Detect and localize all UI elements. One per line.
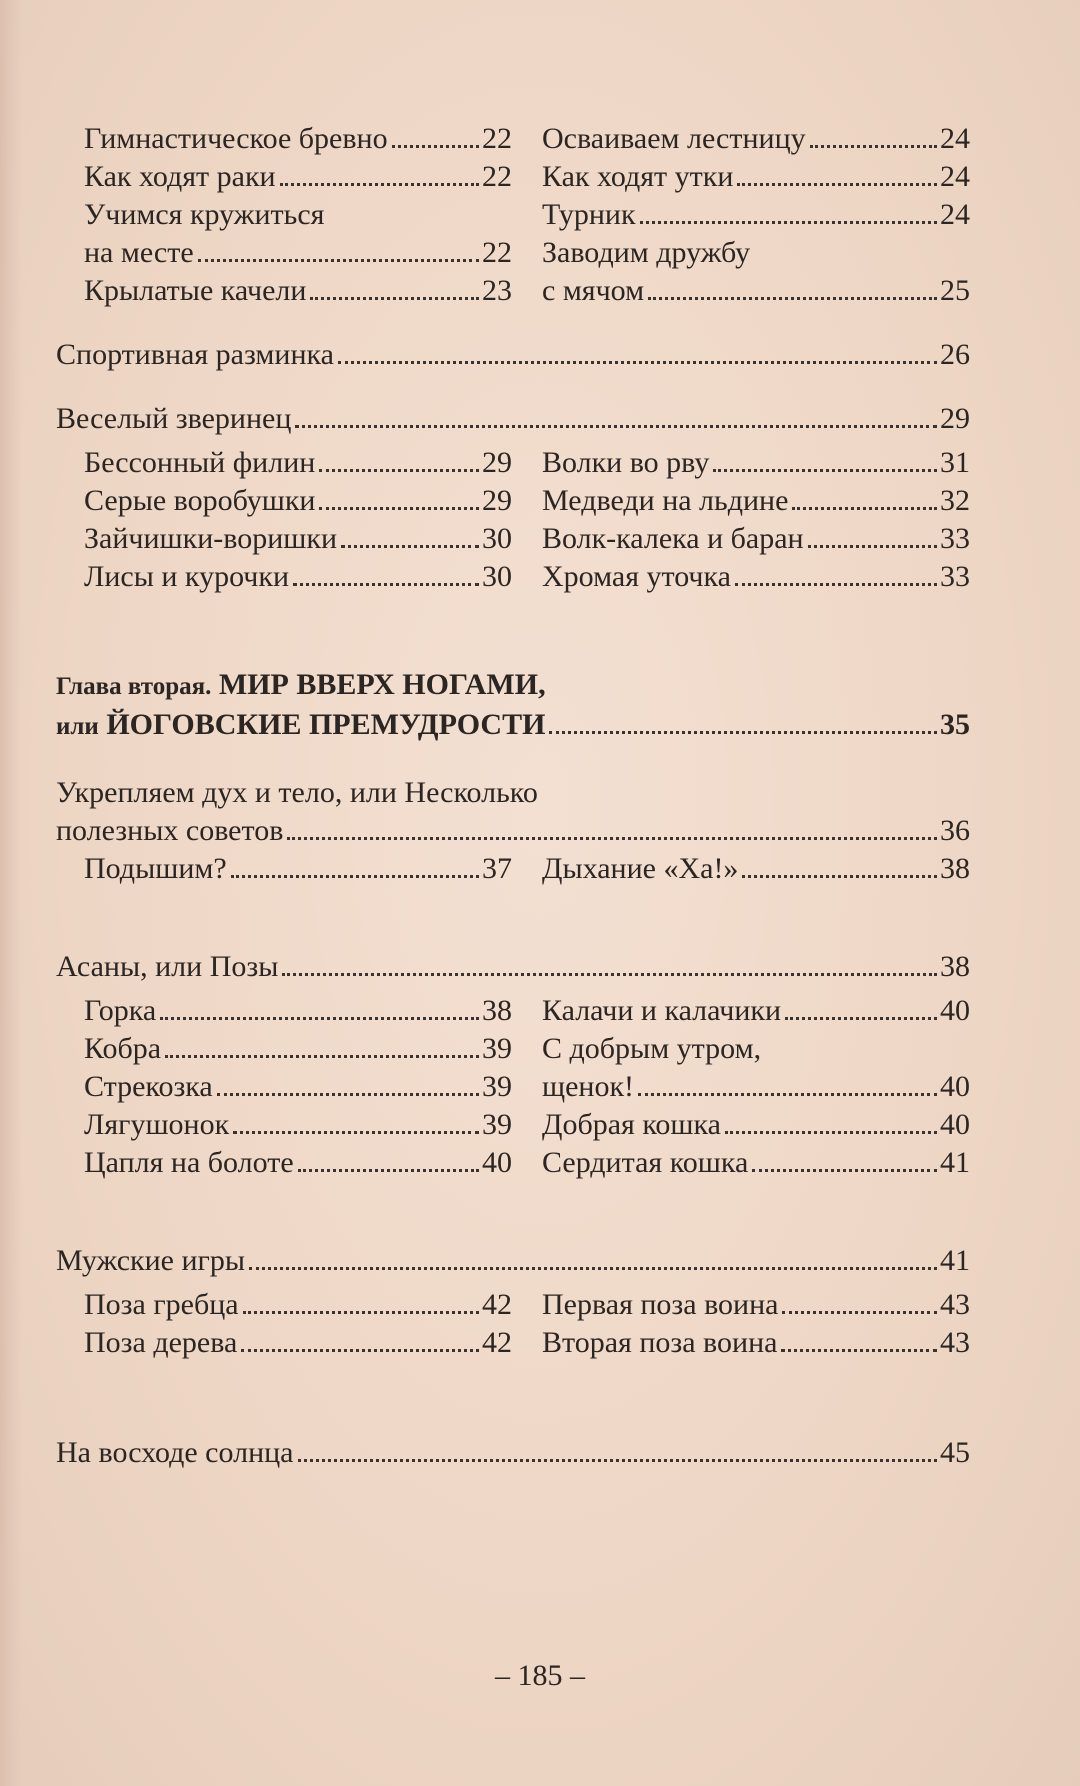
entry-page: 29 (482, 484, 512, 517)
entry-title: Как ходят утки (542, 160, 734, 193)
toc-section-asanas[interactable] (56, 948, 970, 986)
toc-block-2 (56, 444, 970, 596)
toc-entry[interactable] (542, 1068, 970, 1106)
leader-dots (737, 183, 937, 186)
leader-dots (781, 1349, 937, 1352)
toc-section-zoo[interactable] (56, 400, 970, 438)
leader-dots (217, 1093, 479, 1096)
toc-entry[interactable] (84, 234, 512, 272)
section-title-line1: Укрепляем дух и тело, или Несколько (56, 776, 538, 809)
entry-page: 39 (482, 1108, 512, 1141)
toc-entry[interactable] (542, 850, 970, 888)
entry-page: 39 (482, 1032, 512, 1065)
section-title: полезных советов (56, 814, 284, 847)
leader-dots (810, 145, 937, 148)
toc-entry[interactable] (84, 158, 512, 196)
toc-block-1-left (84, 120, 512, 310)
leader-dots (725, 1131, 937, 1134)
leader-dots (241, 1349, 479, 1352)
leader-dots (341, 545, 479, 548)
toc-entry[interactable] (542, 120, 970, 158)
toc-section-sunrise[interactable] (56, 1434, 970, 1472)
toc-entry[interactable] (542, 272, 970, 310)
entry-title-line1: С добрым утром, (542, 1032, 762, 1065)
entry-title: Волк-калека и баран (542, 522, 804, 555)
leader-dots (549, 731, 937, 734)
entry-page: 30 (482, 522, 512, 555)
section-page: 26 (940, 338, 970, 371)
entry-page: 33 (940, 522, 970, 555)
entry-title: Турник (542, 198, 636, 231)
entry-title: Сердитая кошка (542, 1146, 749, 1179)
leader-dots (165, 1055, 479, 1058)
entry-page: 31 (940, 446, 970, 479)
entry-page: 41 (940, 1146, 970, 1179)
toc-entry[interactable] (542, 520, 970, 558)
entry-page: 40 (940, 994, 970, 1027)
toc-entry[interactable] (542, 558, 970, 596)
leader-dots (298, 1169, 479, 1172)
toc-block-4 (56, 992, 970, 1182)
toc-entry[interactable] (84, 272, 512, 310)
entry-page: 40 (940, 1108, 970, 1141)
entry-title: Горка (84, 994, 157, 1027)
section-page: 36 (940, 814, 970, 847)
leader-dots (782, 1311, 937, 1314)
entry-title: на месте (84, 236, 194, 269)
section-page: 38 (940, 950, 970, 983)
leader-dots (808, 545, 937, 548)
toc-block-5-right (542, 1286, 970, 1362)
entry-title: Вторая поза воина (542, 1326, 778, 1359)
toc-entry[interactable] (84, 992, 512, 1030)
leader-dots (792, 507, 937, 510)
toc-entry[interactable] (84, 1286, 512, 1324)
section-page: 29 (940, 402, 970, 435)
toc-entry[interactable] (84, 120, 512, 158)
section-title: Асаны, или Позы (56, 950, 279, 983)
entry-title: с мячом (542, 274, 645, 307)
toc-entry[interactable] (542, 1144, 970, 1182)
toc-entry[interactable] (84, 558, 512, 596)
leader-dots (319, 507, 479, 510)
entry-page: 22 (482, 236, 512, 269)
leader-dots (310, 297, 479, 300)
toc-entry[interactable] (542, 482, 970, 520)
leader-dots (160, 1017, 479, 1020)
section-title: Веселый зверинец (56, 402, 292, 435)
leader-dots (713, 469, 937, 472)
chapter-label-2: или (56, 713, 99, 740)
entry-page: 43 (940, 1288, 970, 1321)
toc-block-3-right (542, 850, 970, 888)
leader-dots (648, 297, 937, 300)
entry-page: 40 (940, 1070, 970, 1103)
entry-page: 43 (940, 1326, 970, 1359)
entry-title: Поза дерева (84, 1326, 238, 1359)
toc-entry[interactable] (542, 196, 970, 234)
entry-page: 42 (482, 1288, 512, 1321)
entry-page: 22 (482, 122, 512, 155)
leader-dots (638, 1093, 937, 1096)
entry-title: Зайчишки-воришки (84, 522, 338, 555)
toc-block-5-left (84, 1286, 512, 1362)
entry-title: Калачи и калачики (542, 994, 782, 1027)
chapter-title-line2-wrap (56, 706, 545, 746)
toc-entry[interactable] (84, 482, 512, 520)
entry-title: Дыхание «Ха!» (542, 852, 739, 885)
entry-title: Гимнастическое бревно (84, 122, 388, 155)
toc-entry[interactable] (84, 520, 512, 558)
toc-section-warmup[interactable] (56, 336, 970, 374)
entry-page: 23 (482, 274, 512, 307)
toc-section-spirit[interactable] (56, 774, 970, 850)
entry-page: 22 (482, 160, 512, 193)
entry-title: Крылатые качели (84, 274, 307, 307)
chapter-title-line2: ЙОГОВСКИЕ ПРЕМУДРОСТИ (106, 708, 546, 741)
toc-entry[interactable] (542, 1324, 970, 1362)
section-page: 45 (940, 1436, 970, 1469)
toc-block-4-right (542, 992, 970, 1182)
entry-title: Осваиваем лестницу (542, 122, 806, 155)
entry-title: Серые воробушки (84, 484, 316, 517)
entry-title: Добрая кошка (542, 1108, 721, 1141)
entry-title: Лягушонок (84, 1108, 230, 1141)
leader-dots (640, 221, 937, 224)
toc-entry[interactable] (542, 992, 970, 1030)
entry-page: 24 (940, 122, 970, 155)
leader-dots (231, 875, 479, 878)
entry-page: 38 (482, 994, 512, 1027)
leader-dots (295, 425, 937, 428)
entry-page: 37 (482, 852, 512, 885)
entry-page: 40 (482, 1146, 512, 1179)
entry-page: 39 (482, 1070, 512, 1103)
entry-title: Как ходят раки (84, 160, 276, 193)
entry-title-line1: Заводим дружбу (542, 236, 751, 269)
toc-block-4-left (84, 992, 512, 1182)
entry-page: 30 (482, 560, 512, 593)
toc-entry[interactable] (84, 444, 512, 482)
section-page: 41 (940, 1244, 970, 1277)
section-title: На восходе солнца (56, 1436, 294, 1469)
leader-dots (287, 837, 937, 840)
toc-entry[interactable] (84, 1068, 512, 1106)
toc-block-1-right (542, 120, 970, 310)
page-spine-shadow (0, 0, 22, 1786)
entry-title: Первая поза воина (542, 1288, 779, 1321)
entry-title: Лисы и курочки (84, 560, 290, 593)
section-title: Спортивная разминка (56, 338, 334, 371)
entry-page: 25 (940, 274, 970, 307)
entry-page: 42 (482, 1326, 512, 1359)
entry-title: щенок! (542, 1070, 635, 1103)
entry-title: Медведи на льдине (542, 484, 789, 517)
entry-title: Волки во рву (542, 446, 710, 479)
entry-title: Подышим? (84, 852, 227, 885)
leader-dots (742, 875, 937, 878)
toc-entry[interactable] (84, 1324, 512, 1362)
entry-title: Цапля на болоте (84, 1146, 294, 1179)
leader-dots (233, 1131, 479, 1134)
leader-dots (338, 361, 937, 364)
leader-dots (298, 1459, 938, 1462)
toc-entry[interactable] (84, 850, 512, 888)
entry-title-line1: Учимся кружиться (84, 198, 325, 231)
chapter-heading-line1 (56, 666, 970, 706)
chapter-page: 35 (940, 708, 970, 741)
toc-block-3 (56, 850, 970, 888)
section-title: Мужские игры (56, 1244, 245, 1277)
entry-page: 38 (940, 852, 970, 885)
toc-section-men[interactable] (56, 1242, 970, 1280)
entry-page: 33 (940, 560, 970, 593)
entry-title: Кобра (84, 1032, 162, 1065)
leader-dots (319, 469, 479, 472)
entry-page: 24 (940, 198, 970, 231)
toc-entry[interactable] (542, 158, 970, 196)
leader-dots (785, 1017, 937, 1020)
chapter-label: Глава вторая. (56, 673, 212, 700)
toc-entry[interactable] (84, 1144, 512, 1182)
leader-dots (752, 1169, 937, 1172)
entry-title: Поза гребца (84, 1288, 239, 1321)
leader-dots (243, 1311, 479, 1314)
toc-entry[interactable] (542, 1286, 970, 1324)
chapter-heading-line2 (56, 706, 970, 746)
entry-page: 29 (482, 446, 512, 479)
toc-entry[interactable] (84, 1030, 512, 1068)
entry-title: Бессонный филин (84, 446, 316, 479)
leader-dots (392, 145, 479, 148)
leader-dots (280, 183, 479, 186)
toc-entry[interactable] (542, 1106, 970, 1144)
toc-block-5 (56, 1286, 970, 1362)
entry-title: Хромая уточка (542, 560, 731, 593)
toc-block-1 (56, 120, 970, 310)
table-of-contents (56, 120, 970, 1472)
toc-entry[interactable] (542, 444, 970, 482)
toc-block-2-right (542, 444, 970, 596)
entry-page: 24 (940, 160, 970, 193)
entry-page: 32 (940, 484, 970, 517)
toc-block-3-left (84, 850, 512, 888)
leader-dots (249, 1267, 937, 1270)
toc-entry[interactable] (84, 1106, 512, 1144)
leader-dots (293, 583, 479, 586)
leader-dots (282, 973, 937, 976)
entry-title: Стрекозка (84, 1070, 213, 1103)
chapter-title-line1: МИР ВВЕРХ НОГАМИ, (218, 668, 546, 701)
leader-dots (735, 583, 937, 586)
section-title-line2 (56, 812, 970, 850)
toc-chapter-2[interactable] (56, 666, 970, 746)
page-number: – 185 – (495, 1659, 585, 1692)
leader-dots (198, 259, 479, 262)
toc-block-2-left (84, 444, 512, 596)
